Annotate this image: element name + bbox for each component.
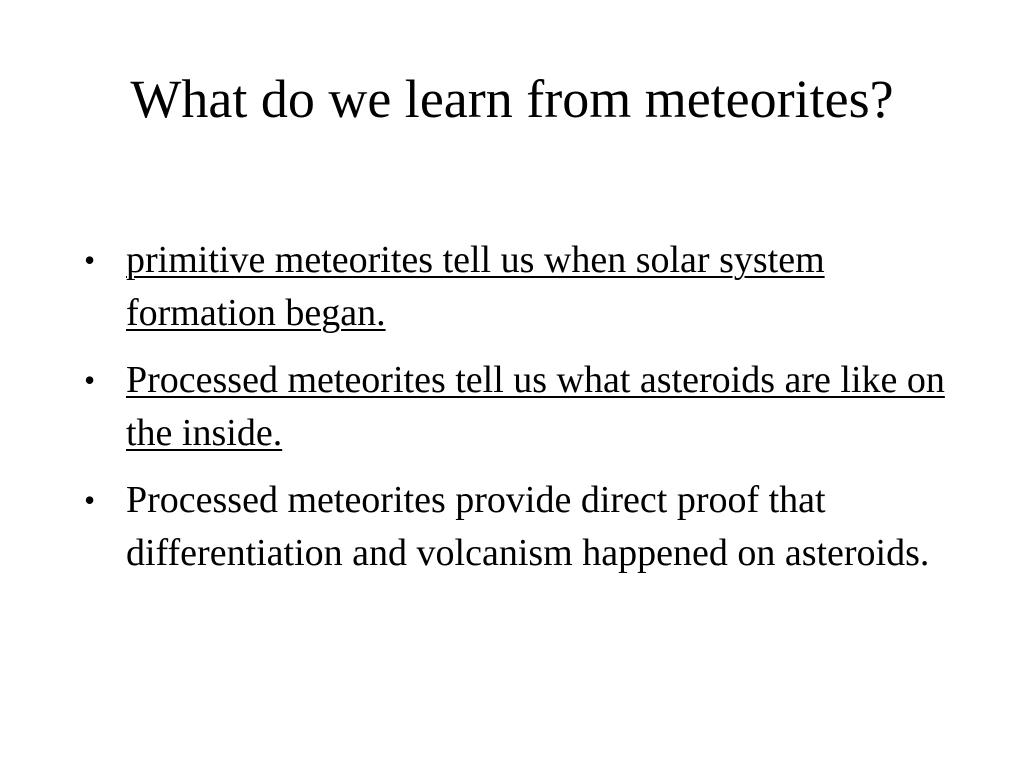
bullet-text: Processed meteorites tell us what asteroids are like on the inside. <box>126 359 945 454</box>
bullet-marker-icon: • <box>84 242 96 278</box>
bullet-marker-icon: • <box>84 482 96 518</box>
bullet-item <box>84 474 964 580</box>
bullet-item <box>84 234 964 340</box>
bullet-item <box>84 354 964 460</box>
bullet-marker-icon: • <box>84 362 96 398</box>
slide-title: What do we learn from meteorites? <box>130 69 894 129</box>
bullet-list <box>84 234 964 594</box>
bullet-text: primitive meteorites tell us when solar system formation began. <box>126 239 825 334</box>
bullet-text: Processed meteorites provide direct proof that differentiation and volcanism happened on asteroids. <box>126 479 930 574</box>
